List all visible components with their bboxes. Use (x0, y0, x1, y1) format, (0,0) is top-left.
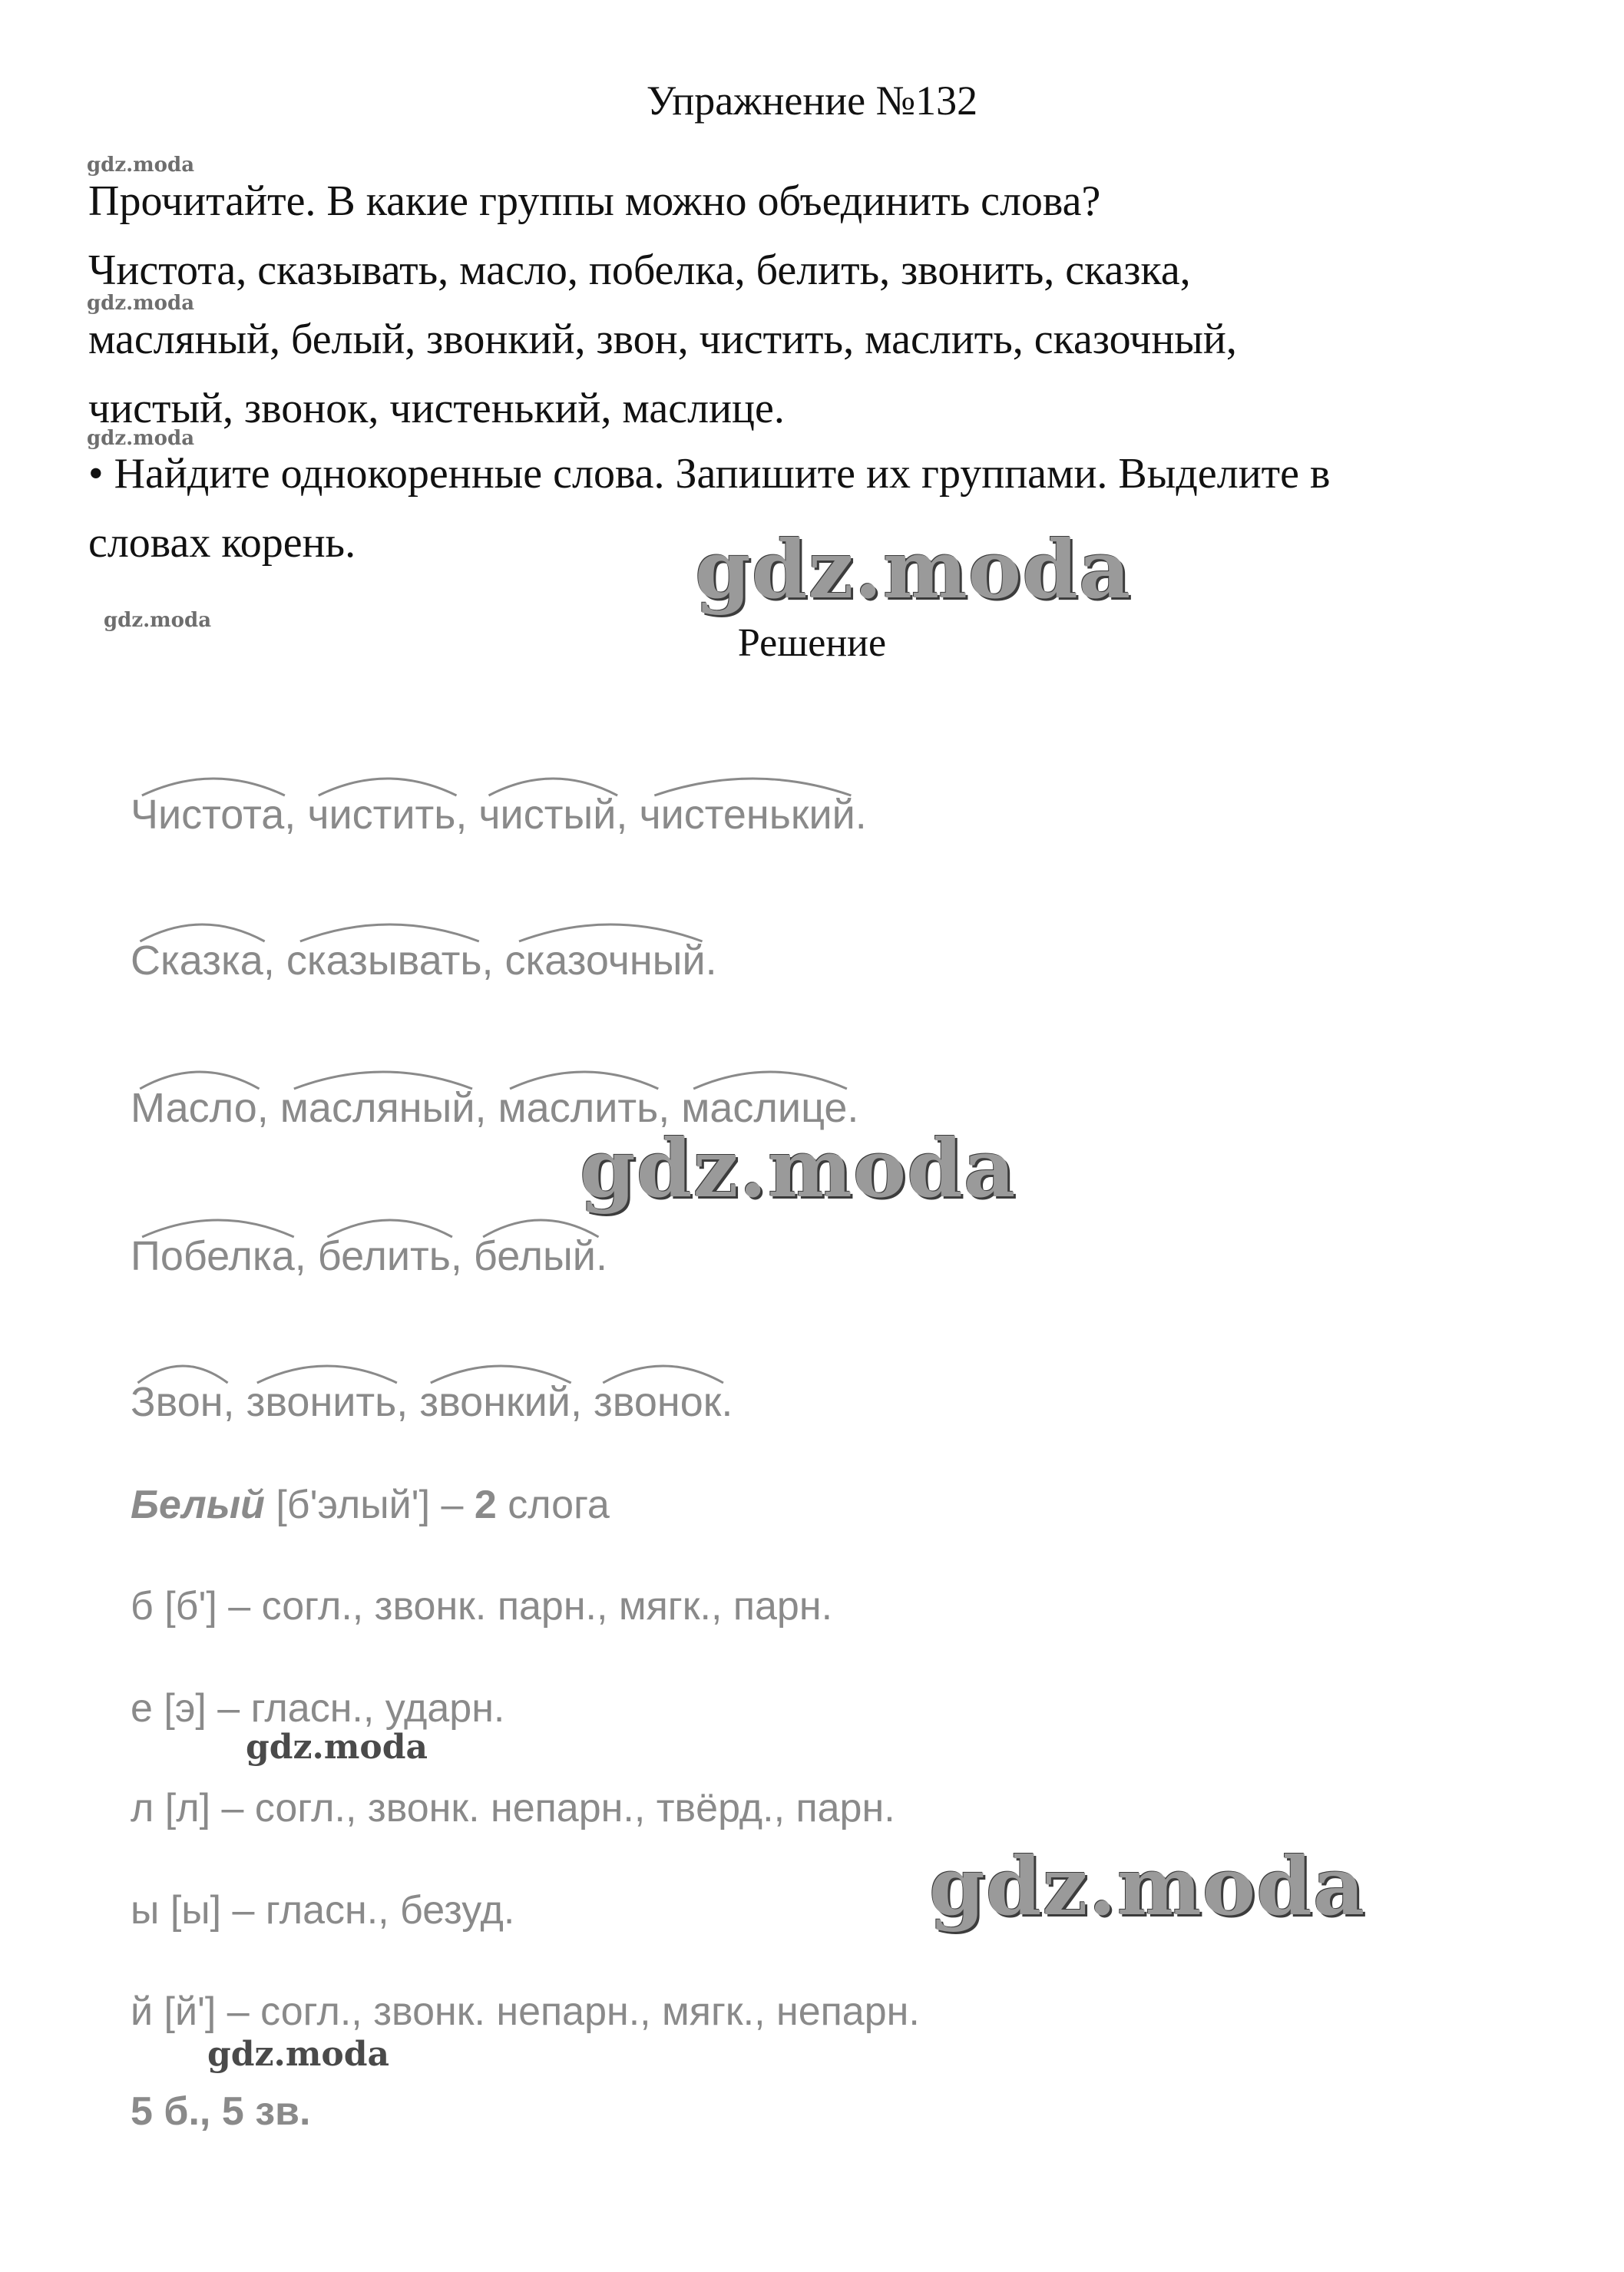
root-word (131, 1378, 235, 1426)
root-word (594, 1378, 733, 1426)
root-word-text: Сказка, (131, 938, 275, 984)
root-word-text: звонить, (246, 1379, 408, 1425)
root-arc-icon (325, 1209, 455, 1240)
root-arc-icon (137, 914, 267, 944)
root-word-text: Масло, (131, 1085, 269, 1131)
watermark-small: gdz.moda (87, 427, 195, 450)
analysis-dash: – (441, 1483, 464, 1527)
root-arc-icon (139, 1209, 297, 1240)
solution-heading: Решение (737, 621, 887, 665)
root-arc-icon (254, 1355, 400, 1386)
root-word (639, 791, 866, 838)
word-group-skaz (131, 937, 717, 984)
word-group-bel (131, 1232, 607, 1280)
watermark-small: gdz.moda (104, 609, 212, 632)
root-word-text: Побелка, (131, 1233, 306, 1279)
root-arc-icon (290, 1061, 476, 1092)
syllable-word: слога (508, 1483, 610, 1527)
root-arc-icon (428, 1355, 574, 1386)
root-word (246, 1378, 408, 1426)
letter-analysis-line: б [б'] – согл., звонк. парн., мягк., парн. (131, 1584, 833, 1629)
root-word-text: чистый, (478, 792, 628, 838)
task-line: масляный, белый, звонкий, звон, чистить, маслить, сказочный, (88, 316, 1237, 363)
analysis-total: 5 б., 5 зв. (131, 2089, 311, 2134)
task-line: Прочитайте. В какие группы можно объединить слова? (88, 177, 1101, 225)
root-arc-icon (690, 1061, 850, 1092)
task-line: словах корень. (88, 519, 356, 567)
root-arc-icon (486, 768, 620, 799)
task-line: чистый, звонок, чистенький, маслице. (88, 385, 785, 432)
root-arc-icon (650, 768, 855, 799)
task-line: • Найдите однокоренные слова. Запишите их группами. Выделите в (88, 450, 1331, 498)
exercise-title: Упражнение №132 (646, 78, 978, 124)
root-arc-icon (139, 768, 288, 799)
root-word-text: звонкий, (419, 1379, 582, 1425)
analysis-transcription: [б'элый'] (276, 1483, 431, 1527)
root-word (131, 1232, 306, 1280)
root-word (131, 937, 275, 984)
root-word-text: чистить, (307, 792, 468, 838)
root-word-text: Звон, (131, 1379, 235, 1425)
root-word (307, 791, 467, 838)
root-word-text: чистенький. (639, 792, 867, 838)
root-word-text: белить, (317, 1233, 462, 1279)
root-word (131, 1084, 269, 1132)
root-word (286, 937, 494, 984)
task-line: Чистота, сказывать, масло, побелка, белить, звонить, сказка, (88, 246, 1191, 294)
root-word (474, 1232, 607, 1280)
root-arc-icon (316, 768, 459, 799)
watermark-large: gdz.moda (695, 522, 1132, 617)
word-group-zvon (131, 1378, 733, 1426)
root-word (280, 1084, 487, 1132)
root-arc-icon (515, 914, 706, 944)
letter-analysis-line: е [э] – гласн., ударн. (131, 1686, 505, 1731)
root-word-text: сказывать, (286, 938, 494, 984)
root-word (478, 791, 627, 838)
root-word-text: масляный, (279, 1085, 487, 1131)
analysis-word: Белый (131, 1483, 265, 1527)
root-arc-icon (481, 1209, 601, 1240)
root-word-text: маслице. (681, 1085, 859, 1131)
syllable-count: 2 (474, 1483, 497, 1527)
watermark-medium: gdz.moda (246, 1728, 428, 1767)
watermark-large: gdz.moda (929, 1839, 1366, 1933)
root-arc-icon (136, 1355, 230, 1386)
watermark-small: gdz.moda (87, 292, 195, 315)
root-word-text: звонок. (594, 1379, 733, 1425)
watermark-large: gdz.moda (580, 1121, 1017, 1215)
root-word (419, 1378, 582, 1426)
root-arc-icon (507, 1061, 661, 1092)
letter-analysis-line: ы [ы] – гласн., безуд. (131, 1888, 515, 1933)
root-arc-icon (137, 1061, 262, 1092)
analysis-header (131, 1482, 610, 1528)
root-word-text: белый. (473, 1233, 607, 1279)
letter-analysis-line: й [й'] – согл., звонк. непарн., мягк., непарн. (131, 1989, 920, 2034)
root-arc-icon (296, 914, 483, 944)
root-word (318, 1232, 462, 1280)
root-word-text: сказочный. (504, 938, 717, 984)
root-arc-icon (600, 1355, 726, 1386)
root-word-text: Чистота, (131, 792, 296, 838)
root-word (131, 791, 296, 838)
root-word (504, 937, 716, 984)
watermark-medium: gdz.moda (207, 2035, 390, 2074)
letter-analysis-line: л [л] – согл., звонк. непарн., твёрд., парн. (131, 1786, 895, 1830)
root-word-text: маслить, (498, 1085, 670, 1131)
word-group-chist (131, 791, 867, 838)
watermark-small: gdz.moda (87, 154, 195, 177)
